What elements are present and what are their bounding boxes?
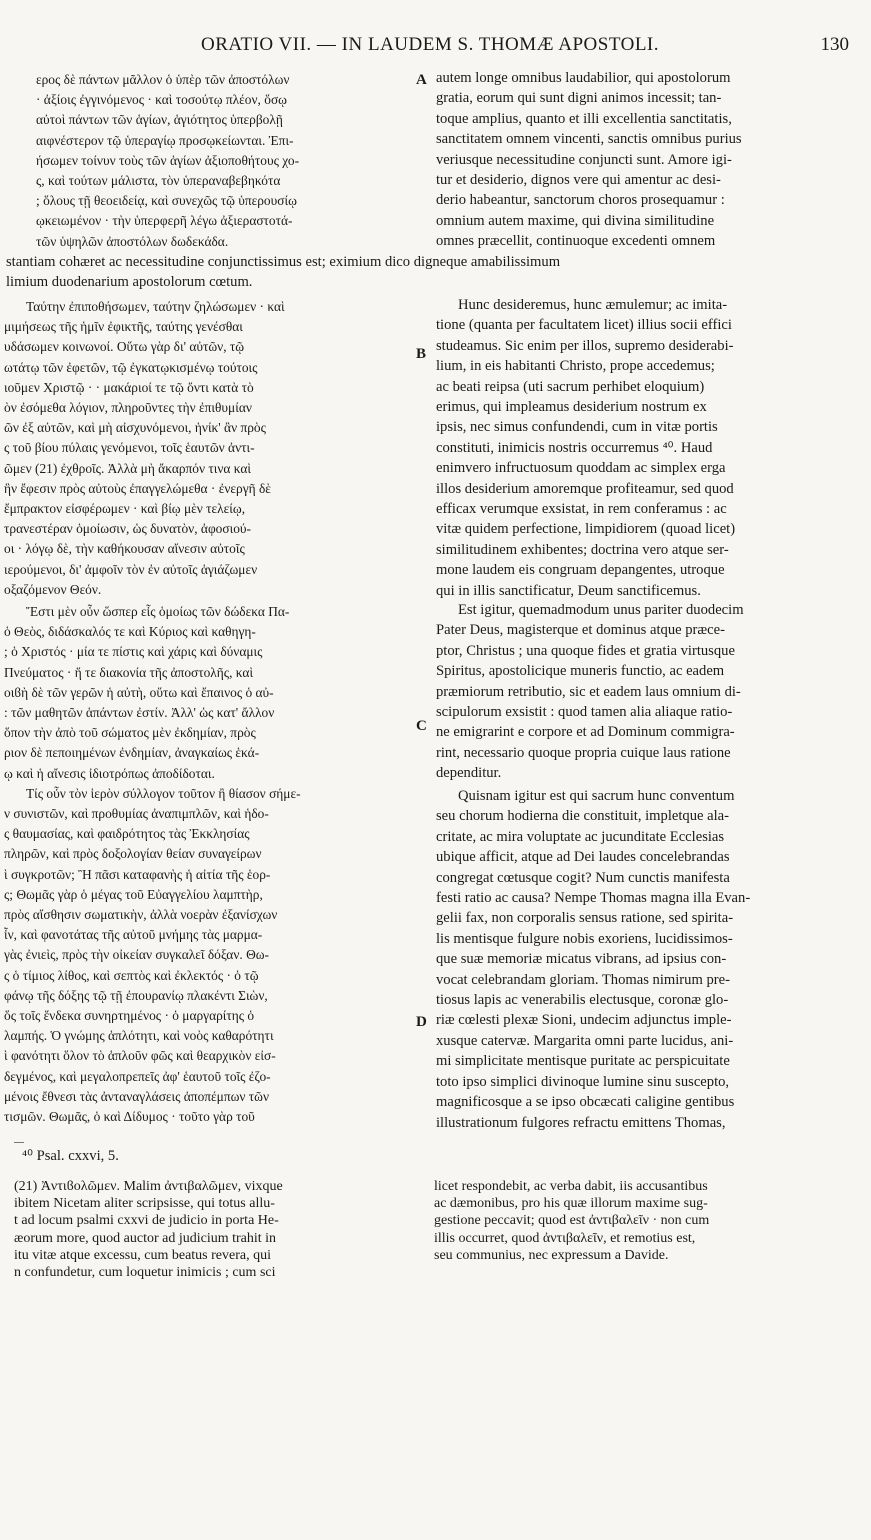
page-header — [0, 34, 871, 60]
text-line: ὅς τοῖς ἕνδεκα συνηρτημένος · ὁ μαργαρίτης ὁ — [4, 1008, 255, 1024]
text-line: υδάσωμεν κοινωνοί. Οὕτω γὰρ δι' αὐτῶν, τῷ — [4, 339, 245, 355]
text-line: autem longe omnibus laudabilior, qui apostolorum — [436, 70, 731, 86]
text-line: δεγμένος, καὶ μεγαλοπρεπεῖς ἀφ' ἑαυτοῦ τοῖς ἐζο- — [4, 1068, 271, 1084]
full-width-line-2: limium duodenarium apostolorum cœtum. — [6, 274, 253, 290]
text-line: ῶμεν (21) ἐχθροῖς. Ἀλλὰ μὴ ἄκαρπόν τινα καὶ — [4, 460, 252, 476]
text-line: Est igitur, quemadmodum unus pariter duodecim — [458, 602, 744, 618]
text-line: similitudinem exhibentes; doctrina vero atque ser- — [436, 541, 729, 558]
text-line: itu vitæ atque excessu, cum beatus revera, qui — [14, 1247, 271, 1263]
text-line: τισμῶν. Θωμᾶς, ὁ καὶ Δίδυμος · τοῦτο γὰρ τοῦ — [4, 1109, 255, 1125]
text-line: xusque catervæ. Margarita omni parte lucidus, ani- — [436, 1032, 734, 1049]
text-line: tione (quanta per facultatem licet) illius socii effici — [436, 317, 732, 334]
text-line: Ταύτην ἐπιποθήσωμεν, ταύτην ζηλώσωμεν · καὶ — [26, 299, 285, 314]
text-line: seu chorum hodierna die constituit, impletque ala- — [436, 808, 730, 825]
text-line: lium, in eis habitanti Christo, prope accedemus; — [436, 358, 715, 375]
text-line: αὐτοὶ πάντων τῶν ἁγίων, ἁγιότητος ὑπερβολῇ — [36, 112, 283, 128]
text-line: constituti, inimicis nostris occurremus ⁴⁰. Haud — [436, 439, 713, 456]
text-line: οξαζόμενον Θεόν. — [4, 581, 102, 597]
greek-column-block-3 — [4, 602, 416, 1127]
text-line: ῳ καὶ ἡ αἴνεσις ἰδιοτρόπως ἀποδίδοται. — [4, 765, 215, 781]
text-line: licet respondebit, ac verba dabit, iis accusantibus — [434, 1179, 708, 1194]
text-line: ν συνιστῶν, καὶ προθυμίας ἀναπιμπλῶν, καὶ ἡδο- — [4, 806, 269, 822]
text-line: derio habeantur, sanctorum choros prosequamur : — [436, 192, 725, 209]
latin-column-block-4 — [436, 786, 864, 1133]
text-line: ibitem Nicetam aliter scripsisse, qui totus allu- — [14, 1196, 275, 1212]
text-line: ptor, Christus ; una quoque fides et gratia virtusque — [436, 642, 735, 659]
text-line: toque amplius, quanto et illi excellentia sanctitatis, — [436, 110, 732, 127]
text-line: (21) Ἀντιϐολῶμεν. Malim ἀντιβαλῶμεν, vixque — [14, 1179, 283, 1194]
text-line: γὰς ἐνιεὶς, πρὸς τὴν οἰκείαν συγκαλεῖ δόξαν. Θω- — [4, 947, 270, 963]
section-marker-b: B — [416, 346, 427, 362]
text-line: illos desiderium amoremque profiteamur, sed quod — [436, 480, 734, 497]
text-line: mi simplicitate mentisque puritate ac perspicuitate — [436, 1053, 730, 1070]
text-line: Τίς οὖν τὸν ἱερὸν σύλλογον τοῦτον ἢ θίασον σήμε- — [26, 785, 301, 801]
text-line: ac dæmonibus, pro his quæ illorum maxime sug- — [434, 1196, 708, 1212]
text-line: αιφνέστερον τῷ ὑπεραγίῳ προσῳκείωνται. Ἐπι- — [36, 132, 294, 148]
text-line: dependitur. — [436, 765, 502, 782]
footnote-reference: ⁴⁰ Psal. cxxvi, 5. — [22, 1148, 119, 1164]
text-line: ιερούμενοι, δι' ἀμφοῖν τὸν ἐν αὐτοῖς ἁγιάζωμεν — [4, 561, 258, 577]
text-line: τῶν ὑψηλῶν ἀποστόλων δωδεκάδα. — [36, 233, 229, 249]
text-line: riæ cœlesti plexæ Sioni, undecim adjunctus imple- — [436, 1012, 732, 1029]
text-line: æorum more, quod auctor ad judicium trahit in — [14, 1230, 277, 1246]
text-line: toto ipso simplici divinoque lumine sinu suscepto, — [436, 1073, 730, 1090]
text-line: gelii fax, non corporalis sensus ratione, sed spirita- — [436, 910, 734, 927]
text-line: ς; Θωμᾶς γὰρ ὁ μέγας τοῦ Εὐαγγελίου λαμπτὴρ, — [4, 886, 263, 902]
text-line: ; ὁ Χριστός · μία τε πίστις καὶ χάρις καὶ δύναμις — [4, 644, 263, 660]
text-line: · ἀξίοις ἐγγινόμενος · καὶ τοσούτῳ πλέον, ὅσῳ — [36, 92, 287, 108]
text-line: critate, ac mira voluptate ac jucunditate Ecclesias — [436, 828, 725, 845]
text-line: οιϐὴ δὲ τῶν γερῶν ἡ αὐτὴ, οὕτω καὶ ἔπαινος ὁ αὐ- — [4, 684, 274, 700]
text-line: ubique afficit, atque ad Dei laudes concelebrandas — [436, 849, 730, 866]
text-line: Hunc desideremus, hunc æmulemur; ac imita- — [458, 297, 728, 313]
full-width-line-1: stantiam cohæret ac necessitudine conjunctissimus est; eximium dico digneque amabilissimum — [6, 254, 561, 270]
latin-column-block-2 — [436, 295, 864, 601]
text-line: efficax verumque exsistat, in rem conferamus : ac — [436, 501, 727, 518]
text-line: ipsis, nec simus confundendi, cum in vitæ portis — [436, 419, 718, 436]
latin-column-block-3 — [436, 600, 864, 784]
greek-column-block-1 — [36, 70, 418, 252]
text-line: ἔμπρακτον εἰσφέρωμεν · καὶ βίῳ μὲν τελείῳ, — [4, 501, 246, 517]
text-line: enimvero infructuosum quoddam ac simplex erga — [436, 460, 726, 477]
text-line: ιοῦμεν Χριστῷ · · μακάριοί τε τῷ ὄντι κατὰ τὸ — [4, 379, 254, 395]
text-line: μένοις ἔθνεσι τὰς ἀνταναγλάσεις ἀποπέμπων τῶν — [4, 1088, 270, 1104]
text-line: Pater Deus, magisterque et dominus atque præce- — [436, 622, 725, 639]
greek-column-block-2 — [4, 297, 416, 600]
text-line: tur et desiderio, dignos vere qui amentur ac desi- — [436, 172, 721, 189]
text-line: ὶ συγκροτῶν; Ἢ πᾶσι καταφανὴς ἡ αἰτία τῆς ἑορ- — [4, 866, 271, 882]
text-line: vitæ quidem perfectione, limpidiorem (quoad licet) — [436, 521, 736, 538]
text-line: ερος δὲ πάντων μᾶλλον ὁ ὑπὲρ τῶν ἀποστόλων — [36, 72, 290, 87]
text-line: λαμπής. Ὁ γνώμης ἁπλότητι, καὶ νοὸς καθαρότητι — [4, 1028, 274, 1044]
text-line: lis mentisque fulgure nobis exoriens, lucidissimos- — [436, 930, 733, 947]
text-line: οι · λόγῳ δὲ, τὴν καθήκουσαν αἴνεσιν αὐτοῖς — [4, 541, 245, 557]
text-line: erimus, qui impleamus desiderium nostrum ex — [436, 399, 707, 416]
text-line: ne emigrarint e corpore et ad Dominum commigra- — [436, 724, 735, 741]
section-marker-c: C — [416, 718, 427, 734]
text-line: vocat celebrandam gloriam. Thomas nimirum pre- — [436, 971, 730, 988]
section-marker-a: A — [416, 72, 427, 88]
text-line: ἣν ἔφεσιν πρὸς αὐτοὺς ἐπαγγελώμεθα · ἐνεργῆ δὲ — [4, 480, 271, 496]
text-line: omnes præcellit, continuoque excedenti omnem — [436, 233, 716, 250]
text-line: illustrationum fulgores refractu emittens Thomas, — [436, 1114, 726, 1131]
text-line: ριον δὲ πεποιημένων ἐνδημίαν, ἀναγκαίως ἑκά- — [4, 745, 260, 761]
text-line: præmiorum retributio, sic et eadem laus omnium di- — [436, 683, 741, 700]
text-line: ὸν ἐσόμεθα λόγιον, πληροῦντες τὴν ἐπιθυμίαν — [4, 400, 252, 416]
text-line: rint, necessario quoque propria cuique laus ratione — [436, 744, 731, 761]
text-line: illis occurret, quod ἀντιβαλεῖν, et remotius est, — [434, 1230, 696, 1246]
section-marker-d: D — [416, 1014, 427, 1030]
text-line: ῳκειωμένον · τὴν ὑπερφερῆ λέγω ἀξιεραστοτά- — [36, 213, 293, 229]
text-line: que suæ memoriæ micatus vibrans, ad ipsius con- — [436, 951, 727, 968]
text-line: congregat cœtusque cogit? Num cunctis manifesta — [436, 869, 730, 886]
footnote-left — [14, 1178, 412, 1281]
text-line: πρὸς αἴσθησιν σωματικὴν, ἀλλὰ νοερὰν ἐξανίσχων — [4, 907, 278, 923]
text-line: Ἔστι μὲν οὖν ὥσπερ εἷς ὁμοίως τῶν δώδεκα Πα- — [26, 604, 290, 619]
text-line: omnium autem maxime, qui divina similitudine — [436, 212, 715, 229]
text-line: ac beati reipsa (uti sacrum perhibet eloquium) — [436, 378, 705, 395]
text-line: magnificosque a se ipso obcæcati caligine gentibus — [436, 1094, 735, 1111]
text-line: ἶν, καὶ φανοτάτας τῆς αὐτοῦ μνήμης τὰς μαρμα- — [4, 927, 263, 943]
page-number: 130 — [820, 34, 849, 55]
text-line: φάνῳ τῆς δόξης τῷ τῇ ἐπουρανίῳ πλακέντι Σιὼν, — [4, 987, 268, 1003]
text-line: studeamus. Sic enim per illos, supremo desiderabi- — [436, 337, 734, 354]
text-line: ὁ Θεὸς, διδάσκαλός τε καὶ Κύριος καὶ καθηγη- — [4, 624, 256, 640]
text-line: scipulorum exsistit : quod tamen alia aliaque ratio- — [436, 704, 733, 721]
text-line: t ad locum psalmi cxxvi de judicio in porta He- — [14, 1213, 279, 1229]
text-line: Quisnam igitur est qui sacrum hunc conventum — [458, 788, 735, 804]
text-line: Πνεύματος · ἥ τε διακονία τῆς ἀποστολῆς, καὶ — [4, 664, 254, 680]
text-line: ς, καὶ τούτων μάλιστα, τὸν ὑπεραναβεβηκότα — [36, 173, 281, 189]
text-line: tiosus lapis ac venerabilis electusque, coronæ glo- — [436, 992, 729, 1009]
text-line: ὶ φανότητι ὅλον τὸ ἁπλοῦν φῶς καὶ θεαρχικὸν εἰσ- — [4, 1048, 276, 1064]
text-line: ήσωμεν τοίνυν τοὺς τῶν ἁγίων ἀξιοποθήτους χο- — [36, 152, 300, 168]
footnote-rule — [14, 1142, 24, 1143]
text-line: μιμήσεως τῆς ἡμῖν ἐφικτῆς, ταύτης γενέσθαι — [4, 319, 243, 335]
text-line: ῶν ἐξ αὐτῶν, καὶ μὴ αἰσχυνόμενοι, ἡνίκ' ἂν πρὸς — [4, 420, 266, 436]
text-line: festi ratio ac causa? Nempe Thomas magna illa Evan- — [436, 890, 751, 907]
footnote-right — [434, 1178, 864, 1264]
running-title: ORATIO VII. — IN LAUDEM S. THOMÆ APOSTOLI. — [200, 34, 660, 55]
text-line: gratia, eorum qui sunt digni animos incessit; tan- — [436, 90, 722, 107]
text-line: ς θαυμασίας, καὶ φαιδρότητος τὰς Ἐκκλησίας — [4, 826, 250, 842]
text-line: sanctitatem omnem vincenti, sanctis omnibus purius — [436, 131, 742, 148]
text-line: ς ὁ τίμιος λίθος, καὶ σεπτὸς καὶ ἐκλεκτός · ὁ τῷ — [4, 967, 259, 983]
text-line: qui in illis sanctificatur, Deum sanctificemus. — [436, 582, 701, 599]
text-line: n confundetur, cum loquetur inimicis ; cum sci — [14, 1265, 276, 1281]
text-line: seu communius, nec expressum a Davide. — [434, 1247, 669, 1263]
text-line: : τῶν μαθητῶν ἁπάντων ἐστίν. Ἀλλ' ὡς κατ' ἄλλον — [4, 705, 275, 721]
text-line: ὅπον τὴν ἀπὸ τοῦ σώματος μὲν ἐκδημίαν, πρὸς — [4, 725, 256, 741]
latin-column-block-1 — [436, 68, 864, 252]
text-line: τρανεστέραν ὁμοίωσιν, ὡς δυνατὸν, ἀφοσιού- — [4, 521, 251, 537]
text-line: ς τοῦ βίου πύλαις γενόμενοι, τοῖς ἑαυτῶν ἀντι- — [4, 440, 255, 456]
text-line: πληρῶν, καὶ πρὸς δοξολογίαν θείαν συναγείρων — [4, 846, 262, 862]
text-line: ωτάτῳ τῶν ἐφετῶν, τῷ ἐγκατῳκισμένῳ τούτοις — [4, 359, 258, 375]
text-line: gestione peccavit; quod est ἀντιβαλεῖν · non cum — [434, 1213, 710, 1229]
text-line: mone laudem eis congruam depangentes, utroque — [436, 562, 725, 579]
text-line: Spiritus, apostolicique muneris functio, ac eadem — [436, 663, 725, 680]
text-line: veriusque necessitudine conjuncti sunt. Amore igi- — [436, 151, 732, 168]
text-line: ; ὅλους τῇ θεοειδείᾳ, καὶ συνεχῶς τῷ ὑπερουσίῳ — [36, 193, 297, 209]
